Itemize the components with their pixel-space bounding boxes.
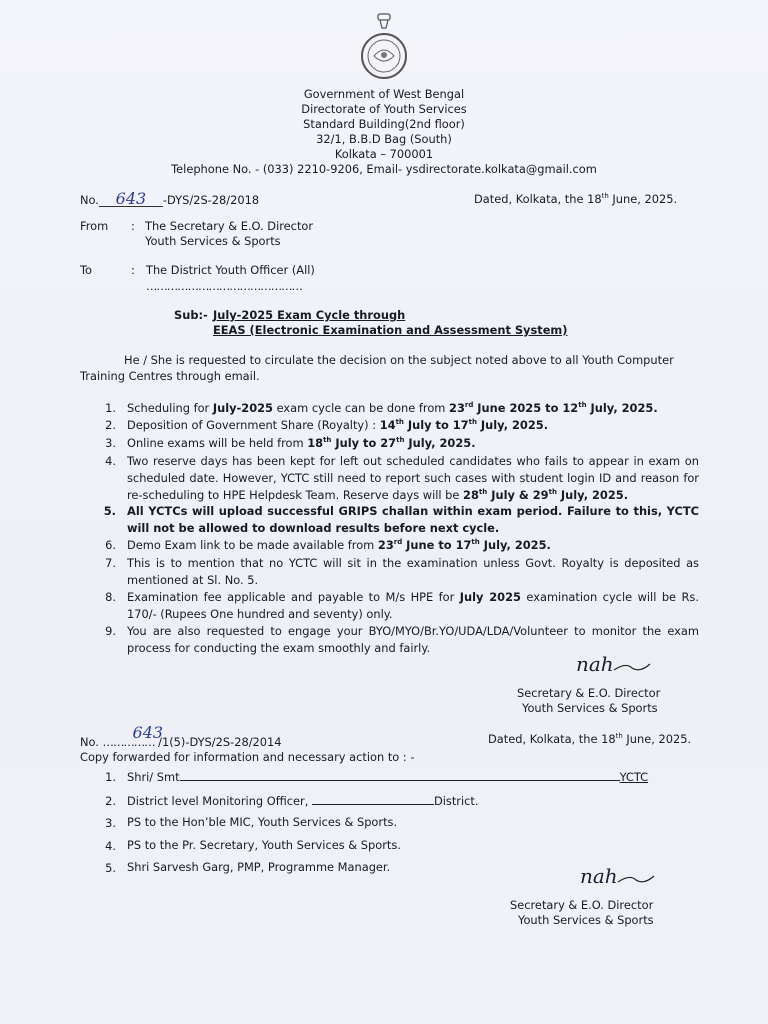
from-label: From bbox=[80, 219, 109, 233]
memo2-date-suffix: June, 2025. bbox=[622, 732, 692, 746]
point-number: 3. bbox=[105, 436, 116, 450]
point-2-text-a: Deposition of Government Share (Royalty) : bbox=[127, 418, 380, 432]
memo2-number-field bbox=[102, 723, 164, 750]
memo2-number-suffix: /1(5)-DYS/2S-28/2014 bbox=[158, 735, 282, 749]
point-number: 7. bbox=[105, 556, 116, 570]
point-3 bbox=[127, 435, 699, 452]
point-2-text-b: 14 bbox=[379, 418, 396, 432]
point-4-text-c: July & 29 bbox=[487, 488, 549, 502]
point-2-sup-b: th bbox=[395, 418, 404, 426]
subject-label: Sub:- bbox=[174, 308, 208, 322]
point-1-sup-d: rd bbox=[464, 401, 474, 409]
copy-number: 5. bbox=[105, 861, 116, 875]
copy-1 bbox=[127, 769, 648, 785]
point-6-sup-b: rd bbox=[393, 538, 403, 546]
copy-3: PS to the Hon’ble MIC, Youth Services & Sports. bbox=[127, 815, 398, 829]
point-1-text-d: 23 bbox=[449, 401, 465, 415]
point-number: 8. bbox=[105, 590, 116, 604]
signature-flourish-icon bbox=[612, 660, 652, 674]
copy-number: 2. bbox=[105, 794, 116, 808]
to-line1: The District Youth Officer (All) bbox=[146, 263, 315, 277]
memo-date-suffix: June, 2025. bbox=[608, 192, 678, 206]
to-colon: : bbox=[131, 263, 135, 277]
copy-1-text: Shri/ Smt bbox=[127, 770, 180, 784]
memo-number-suffix: -DYS/2S-28/2018 bbox=[162, 193, 260, 207]
point-1-text-f: July, 2025. bbox=[586, 401, 658, 415]
memo2-number-handwritten: 643 bbox=[132, 723, 164, 742]
copy-2-suffix: District. bbox=[433, 794, 479, 808]
memo-number bbox=[80, 191, 259, 208]
copy-5: Shri Sarvesh Garg, PMP, Programme Manager. bbox=[127, 860, 391, 874]
header-building: Standard Building(2nd floor) bbox=[303, 117, 465, 131]
memo-number-label: No. bbox=[80, 193, 99, 207]
point-3-text-c: July to 27 bbox=[331, 436, 397, 450]
point-8-text-b: July 2025 bbox=[459, 590, 521, 604]
header-government: Government of West Bengal bbox=[303, 87, 465, 101]
point-4-sup-b: th bbox=[478, 488, 488, 496]
memo2-date-sup: th bbox=[615, 732, 623, 740]
point-number: 6. bbox=[105, 538, 116, 552]
point-6-text-c: June to 17 bbox=[402, 538, 472, 552]
point-6-text-d: July, 2025. bbox=[479, 538, 551, 552]
point-2-text-c: July to 17 bbox=[403, 418, 469, 432]
memo2-number-label: No. bbox=[80, 735, 99, 749]
point-4 bbox=[127, 453, 699, 504]
point-1-text-c: exam cycle can be done from bbox=[272, 401, 450, 415]
point-6-text-b: 23 bbox=[377, 538, 394, 552]
signature-scrawl: nah bbox=[576, 652, 614, 676]
from-line2: Youth Services & Sports bbox=[145, 234, 281, 248]
west-bengal-emblem-icon bbox=[356, 10, 412, 82]
header-directorate: Directorate of Youth Services bbox=[301, 102, 467, 116]
copy-forwarded-line: Copy forwarded for information and necessary action to : - bbox=[80, 750, 415, 764]
signature2-dept: Youth Services & Sports bbox=[518, 913, 654, 927]
memo2-date bbox=[488, 732, 691, 747]
point-2-sup-c: th bbox=[468, 418, 477, 426]
memo2-number bbox=[80, 723, 282, 750]
point-3-text-a: Online exams will be held from bbox=[127, 436, 308, 450]
point-1-sup-e: th bbox=[578, 401, 587, 409]
point-6 bbox=[127, 537, 699, 554]
point-number: 2. bbox=[105, 418, 116, 432]
header-contact: Telephone No. - (033) 2210-9206, Email- ysdirectorate.kolkata@gmail.com bbox=[171, 162, 597, 176]
signature1-dept: Youth Services & Sports bbox=[522, 701, 658, 715]
copy-number: 4. bbox=[105, 839, 116, 853]
signature2-title: Secretary & E.O. Director bbox=[510, 898, 654, 912]
point-9: You are also requested to engage your BYO/MYO/Br.YO/UDA/LDA/Volunteer to monitor the exam process for conducting the exam smoothly and fairly. bbox=[127, 624, 699, 655]
signature1-title: Secretary & E.O. Director bbox=[517, 686, 661, 700]
copy-2-text: District level Monitoring Officer, bbox=[127, 794, 312, 808]
point-2-text-d: July, 2025. bbox=[476, 418, 549, 432]
header-city: Kolkata – 700001 bbox=[334, 147, 434, 161]
intro-line1: He / She is requested to circulate the decision on the subject noted above to all Youth Computer bbox=[124, 353, 674, 367]
from-colon: : bbox=[131, 219, 135, 233]
point-number: 4. bbox=[105, 454, 116, 468]
copy-1-suffix: YCTC bbox=[619, 770, 649, 784]
to-dots: ……………………………………… bbox=[146, 279, 302, 293]
point-8-text-a: Examination fee applicable and payable to M/s HPE for bbox=[127, 590, 460, 604]
point-7: This is to mention that no YCTC will sit in the examination unless Govt. Royalty is deposited as mentioned at Sl. No. 5. bbox=[127, 556, 699, 587]
point-8-text-c: examination cycle will be Rs. 170/- (Rupees One hundred and seventy) only. bbox=[127, 590, 699, 621]
copy-4: PS to the Pr. Secretary, Youth Services & Sports. bbox=[127, 838, 401, 852]
point-6-text-a: Demo Exam link to be made available from bbox=[127, 538, 378, 552]
point-1-text-a: Scheduling for bbox=[127, 401, 213, 415]
point-4-text-a: Two reserve days has been kept for left out scheduled candidates who fails to appear in exam on scheduled date. However, YCTC still need to report such cases with student login ID and reason for re-scheduling to HPE Helpdesk Team. Reserve days will be bbox=[127, 454, 699, 502]
copy-2-blank bbox=[312, 793, 434, 805]
point-4-text-d: July, 2025. bbox=[556, 488, 629, 502]
point-3-sup-c: th bbox=[396, 436, 405, 444]
point-4-text-b: 28 bbox=[463, 488, 479, 502]
point-2 bbox=[127, 417, 699, 434]
memo-date-prefix: Dated, Kolkata, the 18 bbox=[474, 192, 602, 206]
point-number: 9. bbox=[105, 624, 116, 638]
copy-number: 1. bbox=[105, 770, 116, 784]
memo-date bbox=[474, 192, 677, 207]
memo2-number-dots: …………… bbox=[102, 735, 155, 749]
point-number: 1. bbox=[105, 401, 116, 415]
point-8 bbox=[127, 589, 699, 623]
point-4-sup-c: th bbox=[548, 488, 557, 496]
to-label: To bbox=[80, 263, 92, 277]
point-number: 5. bbox=[103, 504, 116, 518]
memo-number-handwritten: 643 bbox=[99, 191, 163, 207]
point-1-text-b: July-2025 bbox=[212, 401, 273, 415]
memo-date-sup: th bbox=[601, 192, 609, 200]
subject-line1: July-2025 Exam Cycle through bbox=[213, 308, 406, 322]
point-3-sup-b: th bbox=[323, 436, 332, 444]
copy-number: 3. bbox=[105, 816, 116, 830]
memo2-date-prefix: Dated, Kolkata, the 18 bbox=[488, 732, 616, 746]
copy-2 bbox=[127, 793, 479, 809]
signature2-scrawl: nah bbox=[580, 864, 618, 888]
subject-line2: EEAS (Electronic Examination and Assessment System) bbox=[213, 323, 568, 337]
from-line1: The Secretary & E.O. Director bbox=[145, 219, 314, 233]
point-1-text-e: June 2025 to 12 bbox=[473, 401, 579, 415]
intro-line2: Training Centres through email. bbox=[80, 369, 260, 383]
signature2-flourish-icon bbox=[616, 872, 656, 886]
point-1 bbox=[127, 400, 699, 417]
point-3-text-d: July, 2025. bbox=[404, 436, 476, 450]
point-5: All YCTCs will upload successful GRIPS challan within exam period. Failure to this, YCTC will not be allowed to download results before next cycle. bbox=[127, 504, 699, 535]
header-address: 32/1, B.B.D Bag (South) bbox=[316, 132, 452, 146]
copy-1-blank bbox=[180, 769, 620, 781]
point-6-sup-c: th bbox=[471, 538, 480, 546]
point-3-text-b: 18 bbox=[307, 436, 324, 450]
